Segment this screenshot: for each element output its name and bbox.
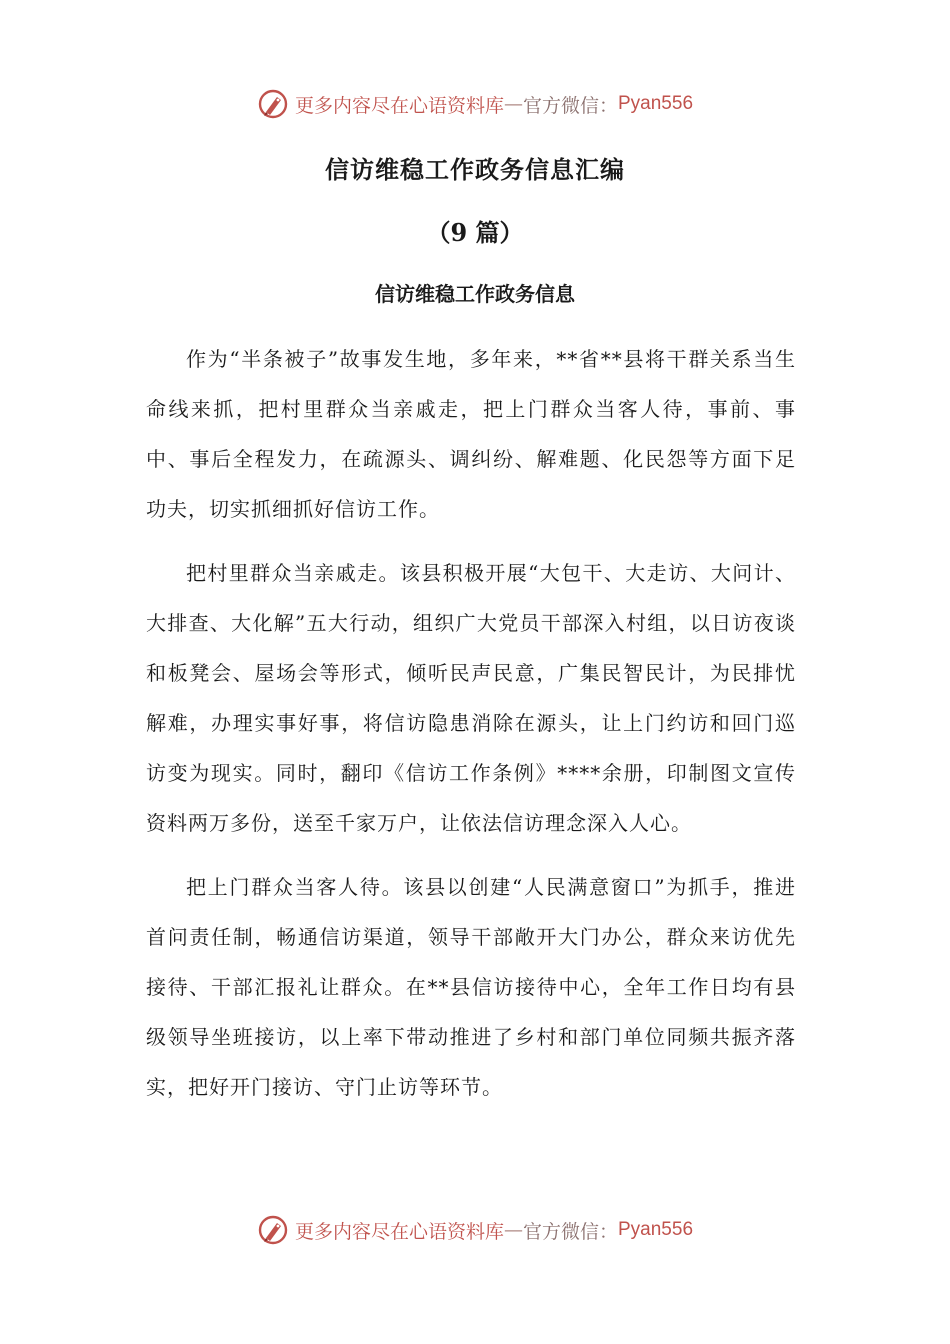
document-subtitle: （9 篇） [426,218,524,247]
footer-watermark-banner [0,1210,950,1250]
body-paragraph-2: 把村里群众当亲戚走。该县积极开展“大包干、大走访、大问计、大排查、大化解”五大行动，组织广大党员干部深入村组，以日访夜谈和板凳会、屋场会等形式，倾听民声民意，广集民智民计，为民排忧解难，办理实事好事，将信访隐患消除在源头，让上门约访和回门巡访变为现实。同时，翻印《信访工作条例》****余册，印制图文宣传资料两万多份，送至千家万户，让依法信访理念深入人心。 [146,561,796,835]
watermark-site-text: 更多内容尽在心语资料库 [294,94,504,117]
watermark-wechat-id: Pyan556 [618,93,694,114]
body-paragraph-1: 作为“半条被子”故事发生地，多年来，**省**县将干群关系当生命线来抓，把村里群众当亲戚走，把上门群众当客人待，事前、事中、事后全程发力，在疏源头、调纠纷、解难题、化民怨等方面下足功夫，切实抓细抓好信访工作。 [146,347,796,521]
watermark-wechat-label: 官方微信： [522,94,618,117]
watermark-wechat-id: Pyan556 [618,1219,694,1240]
section-heading: 信访维稳工作政务信息 [375,282,575,306]
pen-nib-logo-icon [257,1214,289,1246]
document-body [146,334,796,1126]
watermark-separator: — [503,93,523,115]
body-paragraph-3: 把上门群众当客人待。该县以创建“人民满意窗口”为抓手，推进首问责任制，畅通信访渠道，领导干部敞开大门办公，群众来访优先接待、干部汇报礼让群众。在**县信访接待中心，全年工作日均有县级领导坐班接访，以上率下带动推进了乡村和部门单位同频共振齐落实，把好开门接访、守门止访等环节。 [146,875,796,1099]
document-title: 信访维稳工作政务信息汇编 [325,155,625,184]
watermark-wechat-label: 官方微信： [522,1220,618,1243]
watermark-site-text: 更多内容尽在心语资料库 [294,1220,504,1243]
watermark-separator: — [503,1219,523,1241]
header-watermark-banner [0,84,950,124]
pen-nib-logo-icon [257,88,289,120]
